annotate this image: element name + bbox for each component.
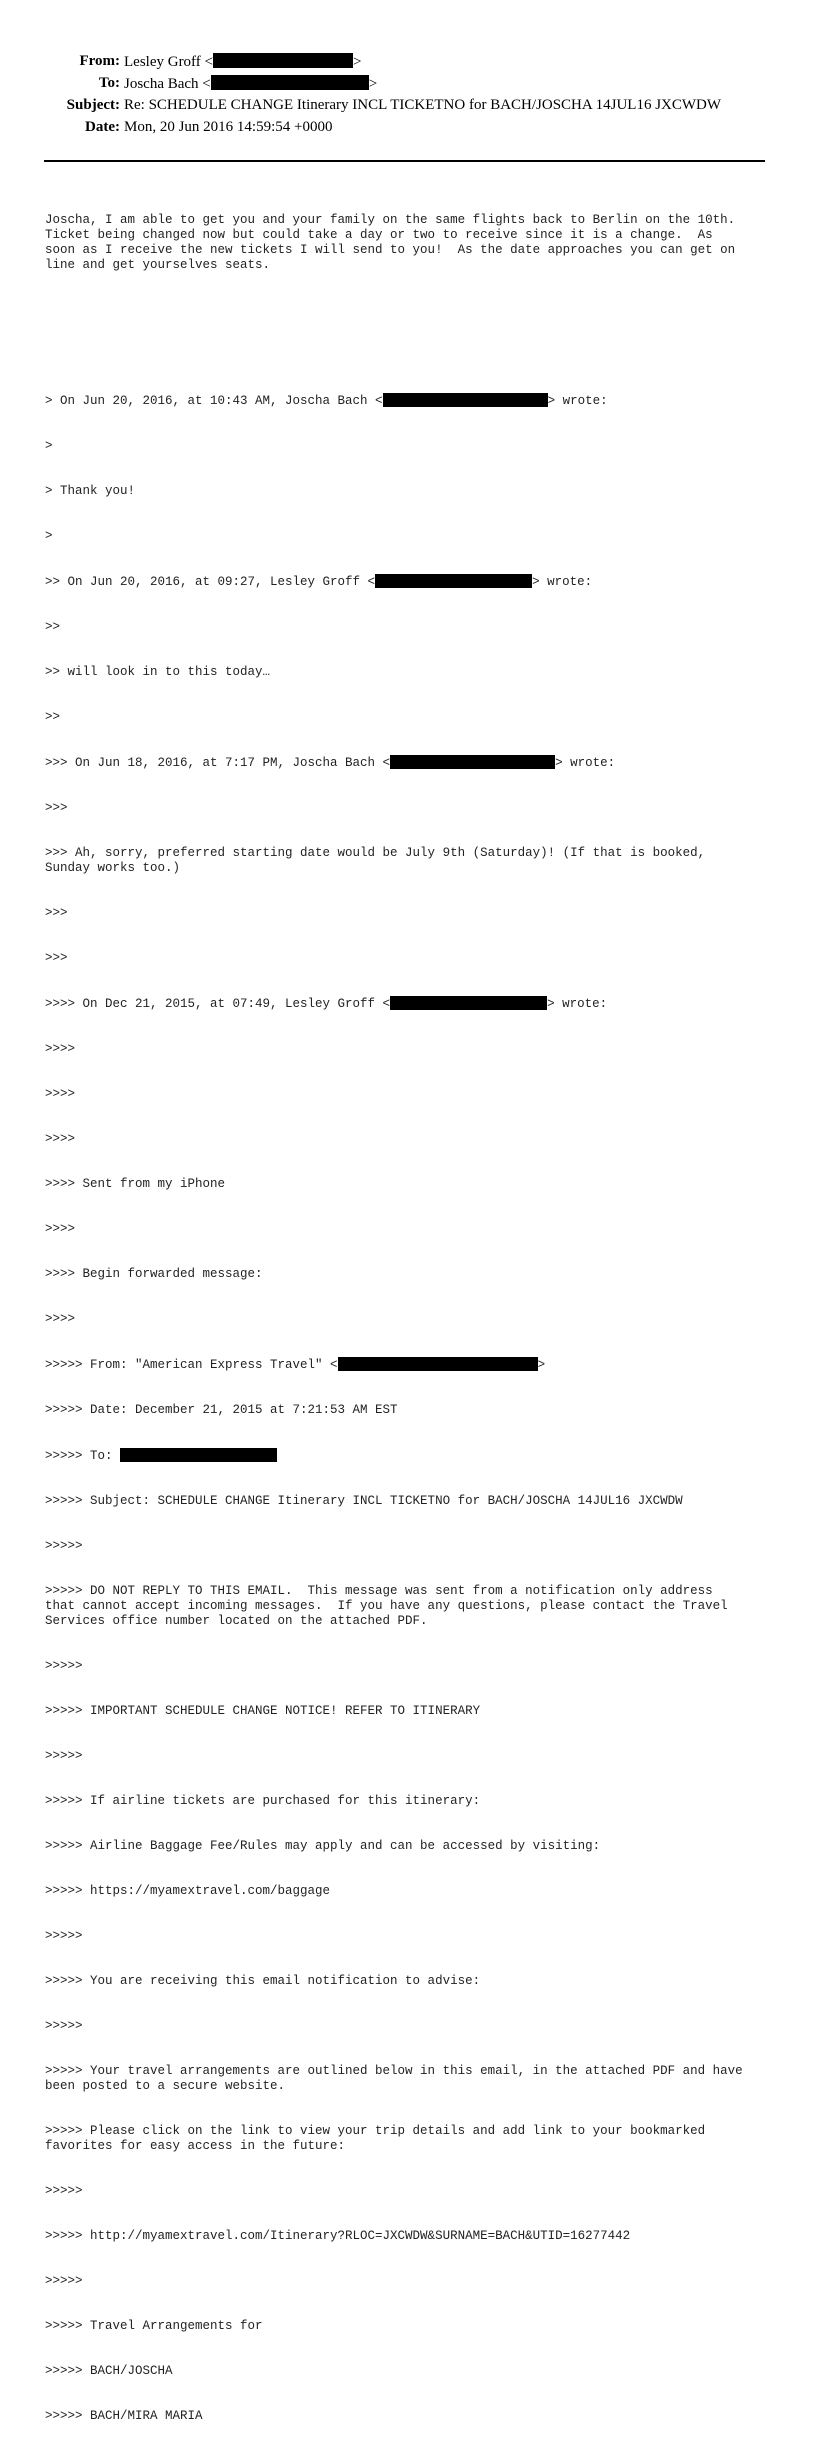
forwarded-subject: >>>>> Subject: SCHEDULE CHANGE Itinerary INCL TICKETNO for BACH/JOSCHA 14JUL16 JXCWDW xyxy=(45,1494,683,1508)
redacted-block xyxy=(390,755,555,769)
quote-line: >>>>> IMPORTANT SCHEDULE CHANGE NOTICE! REFER TO ITINERARY xyxy=(45,1704,481,1718)
header-divider xyxy=(44,160,765,162)
quote-line: >>>> xyxy=(45,1087,76,1101)
baggage-link-text: >>>>> https://myamextravel.com/baggage xyxy=(45,1884,331,1898)
redacted-block xyxy=(120,1448,277,1462)
quote-line: >>>> xyxy=(45,1042,76,1056)
quote-line: >>> Ah, sorry, preferred starting date would be July 9th (Saturday)! (If that is booked, Sunday works too.) xyxy=(45,846,706,875)
quote-line: >>> xyxy=(45,906,68,920)
quote-line: >>>>> If airline tickets are purchased for this itinerary: xyxy=(45,1794,481,1808)
redacted-block xyxy=(390,996,547,1010)
quote-line: > xyxy=(45,529,53,543)
quote-line: >>>> xyxy=(45,1312,76,1326)
date-value: Mon, 20 Jun 2016 14:59:54 +0000 xyxy=(124,119,333,135)
quote-line: >> will look in to this today… xyxy=(45,665,271,679)
message-body xyxy=(45,183,785,2439)
traveler-name: >>>>> BACH/MIRA MARIA xyxy=(45,2409,203,2423)
quote-line: >>> xyxy=(45,801,68,815)
quote-line: >>>>> xyxy=(45,2019,83,2033)
from-close: > xyxy=(353,54,362,70)
itinerary-link-text: >>>>> http://myamextravel.com/Itinerary?RLOC=JXCWDW&SURNAME=BACH&UTID=16277442 xyxy=(45,2229,631,2243)
redacted-block xyxy=(375,574,532,588)
quote-line: >>>>> xyxy=(45,1749,83,1763)
quote-line: >>>> xyxy=(45,1132,76,1146)
header-date xyxy=(0,119,816,141)
to-label: To: xyxy=(98,75,120,91)
subject-label: Subject: xyxy=(66,97,120,113)
quote-header: >>>> On Dec 21, 2015, at 07:49, Lesley Groff < > wrote: xyxy=(45,997,608,1011)
quote-line: > xyxy=(45,439,53,453)
quote-line: >>>>> xyxy=(45,2184,83,2198)
header-from xyxy=(0,53,816,75)
redacted-block xyxy=(338,1357,538,1371)
header-to xyxy=(0,75,816,97)
quote-header: >> On Jun 20, 2016, at 09:27, Lesley Groff < > wrote: xyxy=(45,575,593,589)
quote-line: > Thank you! xyxy=(45,484,136,498)
redacted-block xyxy=(383,393,548,407)
quote-line: >>>> xyxy=(45,1222,76,1236)
quote-line: >>>>> xyxy=(45,1659,83,1673)
quote-line: >>>>> You are receiving this email notification to advise: xyxy=(45,1974,481,1988)
to-name: Joscha Bach < xyxy=(124,76,211,92)
quote-line: >>>>> xyxy=(45,1929,83,1943)
quote-line: >>>> Begin forwarded message: xyxy=(45,1267,263,1281)
quote-line: >>>>> Your travel arrangements are outlined below in this email, in the attached PDF and have been posted to a secure website. xyxy=(45,2064,743,2093)
quote-line: >>>>> Please click on the link to view your trip details and add link to your bookmarked favorites for easy access in the future: xyxy=(45,2124,706,2153)
quote-header: >>> On Jun 18, 2016, at 7:17 PM, Joscha Bach < > wrote: xyxy=(45,756,616,770)
quote-line: >>>>> Travel Arrangements for xyxy=(45,2319,263,2333)
traveler-name: >>>>> BACH/JOSCHA xyxy=(45,2364,173,2378)
quote-line: >>> xyxy=(45,951,68,965)
quote-line: >> xyxy=(45,620,61,634)
date-label: Date: xyxy=(85,119,120,135)
quote-line: >>>> Sent from my iPhone xyxy=(45,1177,226,1191)
quote-line: >>>>> xyxy=(45,2274,83,2288)
redacted-block xyxy=(213,53,353,68)
quote-line: >>>>> xyxy=(45,1539,83,1553)
from-name: Lesley Groff < xyxy=(124,54,213,70)
reply-text: Joscha, I am able to get you and your family on the same flights back to Berlin on the 10th. Ticket being changed now but could take a day or two to receive since it is a change. As soon as I receive the new tickets I will send to you! As the date approaches you can get on line and get yourselves seats. xyxy=(45,213,736,272)
quote-line: >>>>> Airline Baggage Fee/Rules may apply and can be accessed by visiting: xyxy=(45,1839,601,1853)
quote-line: >> xyxy=(45,710,61,724)
quote-header: > On Jun 20, 2016, at 10:43 AM, Joscha Bach < > wrote: xyxy=(45,394,608,408)
quote-line: >>>>> DO NOT REPLY TO THIS EMAIL. This message was sent from a notification only address that cannot accept incoming messages. If you have any questions, please contact the Travel Services office number located on the attached PDF. xyxy=(45,1584,728,1628)
redacted-block xyxy=(211,75,369,90)
from-label: From: xyxy=(79,53,120,69)
forwarded-to: >>>>> To: xyxy=(45,1448,785,1464)
to-close: > xyxy=(368,76,378,92)
forwarded-date: >>>>> Date: December 21, 2015 at 7:21:53 AM EST xyxy=(45,1403,398,1417)
forwarded-from: >>>>> From: "American Express Travel" < > xyxy=(45,1358,546,1372)
subject-value: Re: SCHEDULE CHANGE Itinerary INCL TICKETNO for BACH/JOSCHA 14JUL16 JXCWDW xyxy=(124,97,722,113)
header-subject xyxy=(0,97,816,119)
